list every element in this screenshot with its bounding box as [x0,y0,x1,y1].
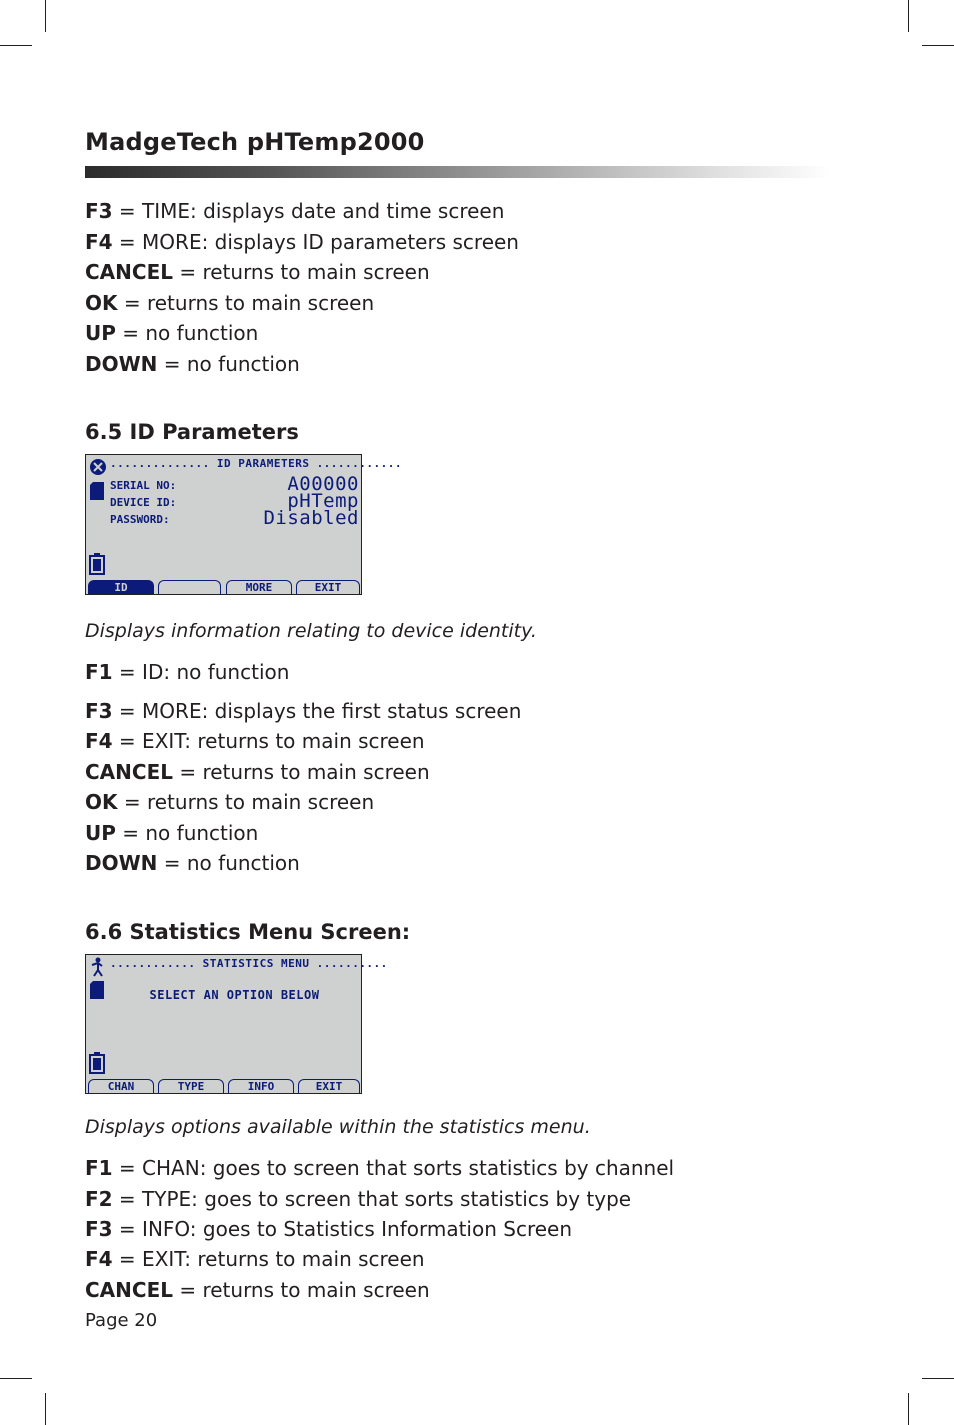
crop-mark [922,1378,954,1379]
list-item: F1 = ID: no function [85,660,290,684]
close-circle-icon [89,458,107,476]
softkey-blank[interactable] [158,580,221,594]
list-item: DOWN = no function [85,851,300,875]
list-item: F4 = EXIT: returns to main screen [85,729,425,753]
section-heading-id-parameters: 6.5 ID Parameters [85,420,299,444]
crop-mark [0,45,32,46]
softkey-id[interactable]: ID [88,580,154,594]
list-item: F2 = TYPE: goes to screen that sorts statistics by type [85,1187,632,1211]
list-item: UP = no function [85,821,259,845]
softkey-more[interactable]: MORE [226,580,292,594]
crop-mark [45,1393,46,1425]
list-item: OK = returns to main screen [85,790,375,814]
list-item: F3 = MORE: displays the first status screen [85,699,522,723]
section-heading-statistics-menu: 6.6 Statistics Menu Screen: [85,920,411,944]
screen-title: .............. ID PARAMETERS ............ [110,457,403,470]
list-item: DOWN = no function [85,352,300,376]
screen-message: SELECT AN OPTION BELOW [149,988,320,1002]
statistics-screen-caption: Displays options available within the statistics menu. [85,1116,591,1138]
battery-icon [89,1052,105,1074]
softkey-bar [86,1077,361,1093]
header-gradient-bar [85,166,830,178]
password-row: PASSWORD: Disabled [110,507,359,529]
memory-card-icon [89,481,105,501]
memory-card-icon [89,980,105,1000]
list-item: F1 = CHAN: goes to screen that sorts statistics by channel [85,1156,675,1180]
list-item: F4 = MORE: displays ID parameters screen [85,230,519,254]
list-item: CANCEL = returns to main screen [85,260,430,284]
crop-mark [0,1378,32,1379]
device-id-row: DEVICE ID: pHTemp [110,490,359,512]
softkey-exit[interactable]: EXIT [298,1079,360,1093]
battery-icon [89,553,105,575]
statistics-menu-screen [85,954,388,1094]
list-item: F3 = TIME: displays date and time screen [85,199,505,223]
softkey-type[interactable]: TYPE [158,1079,224,1093]
page-number: Page 20 [85,1310,158,1331]
list-item: CANCEL = returns to main screen [85,1278,430,1302]
list-item: UP = no function [85,321,259,345]
crop-mark [908,1393,909,1425]
screen-title: ............ STATISTICS MENU .......... [110,957,388,970]
crop-mark [908,0,909,32]
list-item: F3 = INFO: goes to Statistics Information Screen [85,1217,573,1241]
softkey-bar [86,578,361,594]
softkey-chan[interactable]: CHAN [88,1079,154,1093]
serial-number-row: SERIAL NO: A00000 [110,473,359,495]
softkey-info[interactable]: INFO [228,1079,294,1093]
person-icon [89,957,105,977]
list-item: OK = returns to main screen [85,291,375,315]
page-title: MadgeTech pHTemp2000 [85,128,425,156]
id-screen-caption: Displays information relating to device identity. [85,620,537,642]
softkey-exit[interactable]: EXIT [296,580,360,594]
id-parameters-screen [85,454,403,595]
crop-mark [45,0,46,32]
crop-mark [922,45,954,46]
list-item: CANCEL = returns to main screen [85,760,430,784]
list-item: F4 = EXIT: returns to main screen [85,1247,425,1271]
